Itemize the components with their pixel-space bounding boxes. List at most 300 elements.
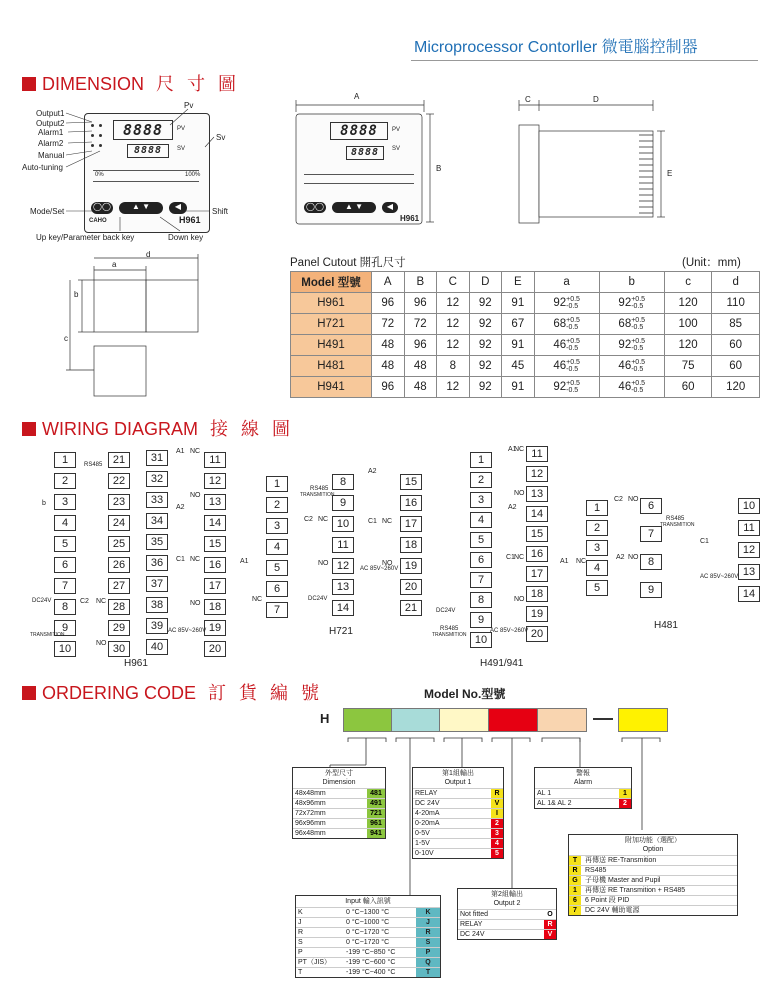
wiring-label-a2: A2 [508,504,517,511]
spec-cell-c: 120 [664,293,712,314]
terminal-3: 3 [54,494,76,510]
wiring-label-no: NO [318,560,329,567]
option-box-title-zh: 第1組輸出 [442,770,474,777]
option-box-title-zh: 附加功能（選配） [625,837,681,844]
input-code: K [416,908,440,917]
wiring-label-nc: NC [382,518,393,525]
terminal-18: 18 [400,537,422,553]
option-label: RS485 [585,867,607,874]
option-row [569,865,737,875]
spec-cell-B: 48 [404,377,437,398]
option-code: 721 [367,809,385,818]
label-alarm1: Alarm1 [38,128,64,137]
wiring-label-nc: NC [576,558,587,565]
input-type: J [298,919,302,926]
terminal-10: 10 [738,498,760,514]
wiring-label-no: NO [190,492,201,499]
input-range: -199 °C~850 °C [346,949,396,956]
terminal-29: 29 [108,620,130,636]
tolerance [566,296,580,310]
spec-cell-C: 12 [437,335,470,356]
scale-right: 100% [185,172,201,178]
terminal-7: 7 [54,578,76,594]
terminal-20: 20 [526,626,548,642]
wiring-diagram [0,440,756,675]
terminal-2: 2 [586,520,608,536]
option-code: 2 [619,799,631,808]
spec-cell-d: 85 [712,314,760,335]
input-row [296,967,440,977]
page-title: Microprocessor Contorller 微電腦控制器 [414,34,698,57]
panel-cutout-diagram [60,250,220,400]
terminal-10: 10 [54,641,76,657]
terminal-17: 17 [526,566,548,582]
tolerance [566,380,580,394]
terminal-11: 11 [204,452,226,468]
option-row [413,808,503,818]
option-box-title-en: Output 1 [444,779,472,786]
input-row [296,937,440,947]
wiring-label-a1: A1 [176,448,185,455]
terminal-13: 13 [204,494,226,510]
wiring-h491-label: H491/941 [480,658,524,669]
cutout-table-title: Panel Cutout 開孔尺寸 [290,257,406,269]
input-row [296,957,440,967]
terminal-4: 4 [586,560,608,576]
wiring-label-dc24v: DC24V [436,608,456,614]
up-down-keys[interactable]: ▲ ▼ [119,202,163,214]
terminal-10: 10 [332,516,354,532]
tolerance-plus: +0.5 [566,317,580,324]
spec-cell-E: 45 [502,356,535,377]
spec-cell-c: 75 [664,356,712,377]
option-label: AL 1& AL 2 [537,800,572,807]
label-up-key: Up key/Parameter back key [36,233,135,242]
wiring-label-rs485: RS485 [440,626,459,632]
front-model-label: H961 [400,214,420,223]
sv-display: 8888 [127,144,169,158]
wiring-label-no: NO [190,600,201,607]
wiring-label-transmition: TRANSMITION [432,632,467,638]
mode-set-key[interactable]: ◯◯ [91,202,113,214]
option-label: 0-10V [415,850,434,857]
terminal-21: 21 [400,600,422,616]
wiring-label-no: NO [96,640,107,647]
option-code: 961 [367,819,385,828]
wiring-label-c2: C2 [304,516,313,523]
terminal-39: 39 [146,618,168,634]
option-label: 48x48mm [295,790,326,797]
terminal-14: 14 [204,515,226,531]
tolerance [631,317,645,331]
option-code: 1 [619,789,631,798]
spec-cell-C: 8 [437,356,470,377]
terminal-23: 23 [108,494,130,510]
tolerance-plus: +0.5 [631,296,646,303]
input-type: K [298,909,303,916]
terminal-18: 18 [526,586,548,602]
dim-b-label: B [436,164,442,173]
spec-cell-D: 92 [469,356,502,377]
option-row [413,848,503,858]
option-row [293,798,385,808]
label-alarm2: Alarm2 [38,139,64,148]
spec-cell-A: 96 [372,293,405,314]
tolerance-minus: -0.5 [566,387,579,394]
spec-cell-D: 92 [469,293,502,314]
spec-value: 92 [553,297,567,310]
shift-key[interactable]: ◀ [169,202,187,214]
wiring-label-nc: NC [252,596,263,603]
terminal-13: 13 [526,486,548,502]
label-autotuning: Auto-tuning [22,163,63,172]
label-mode-set: Mode/Set [30,207,65,216]
spec-header-cell: a [534,272,599,293]
output2-option-box [457,888,557,940]
terminal-7: 7 [640,526,662,542]
spec-value: 46 [618,360,632,373]
wiring-label-a1: A1 [508,446,517,453]
terminal-11: 11 [332,537,354,553]
terminal-15: 15 [204,536,226,552]
terminal-20: 20 [204,641,226,657]
sv-tag: SV [177,146,186,152]
terminal-8: 8 [640,554,662,570]
wiring-label-c2: C2 [614,496,623,503]
spec-table-row [291,314,760,335]
spec-value: 46 [553,339,567,352]
side-view-dim [515,95,685,240]
option-row [458,929,556,939]
input-type: P [298,949,303,956]
spec-cell-d: 60 [712,335,760,356]
option-label: RELAY [415,790,438,797]
spec-cell-B: 96 [404,293,437,314]
spec-cell-a [534,335,599,356]
spec-model-cell: H961 [291,293,372,314]
option-code: V [544,930,556,939]
tolerance-minus: -0.5 [566,303,579,310]
terminal-16: 16 [204,557,226,573]
spec-value: 46 [553,360,567,373]
brand-logo: CAHO [89,218,107,224]
option-code: 6 [569,896,581,905]
wiring-h721-label: H721 [329,626,353,637]
model-label: H961 [179,215,201,225]
terminal-5: 5 [54,536,76,552]
terminal-4: 4 [54,515,76,531]
spec-header-cell: b [599,272,664,293]
option-row [293,788,385,798]
wiring-label-transmition: TRANSMITION [300,492,335,498]
input-row [296,917,440,927]
wiring-label-dc24v: DC24V [32,598,52,604]
spec-value: 68 [618,318,632,331]
spec-header-cell: D [469,272,502,293]
option-code: O [544,910,556,919]
option-code: G [569,876,581,885]
spec-cell-b [599,335,664,356]
option-code: 491 [367,799,385,808]
dim-a-label: A [354,92,360,101]
option-label: 再傳送 RE-Transmition [585,857,657,864]
extra-option-box [568,834,738,916]
front-sv-tag: SV [392,146,401,152]
option-row [458,909,556,919]
terminal-2: 2 [54,473,76,489]
wiring-label-c1: C1 [506,554,515,561]
spec-header-cell: Model 型號 [291,272,372,293]
option-label: 96x48mm [295,830,326,837]
terminal-13: 13 [332,579,354,595]
terminal-12: 12 [738,542,760,558]
wiring-label-c1: C1 [700,538,709,545]
terminal-9: 9 [470,612,492,628]
front-sv-display: 8888 [346,146,384,160]
spec-cell-A: 48 [372,356,405,377]
terminal-37: 37 [146,576,168,592]
wiring-label-no: NO [514,490,525,497]
option-code: 1 [569,886,581,895]
terminal-8: 8 [332,474,354,490]
spec-table-row [291,377,760,398]
spec-cell-b [599,293,664,314]
terminal-14: 14 [526,506,548,522]
option-box-title [458,889,556,909]
option-label: 0-5V [415,830,430,837]
label-output1: Output1 [36,109,65,118]
wiring-label-a2: A2 [368,468,377,475]
option-label: 再傳送 RE Transmition + RS485 [585,887,686,894]
tolerance-minus: -0.5 [631,345,644,352]
terminal-16: 16 [526,546,548,562]
dimension-section-title: DIMENSION 尺 寸 圖 [22,70,240,96]
spec-model-cell: H481 [291,356,372,377]
spec-table-body [291,293,760,398]
terminal-3: 3 [266,518,288,534]
terminal-33: 33 [146,492,168,508]
option-label: DC 24V [460,931,485,938]
option-box-title-en: Option [642,846,664,853]
option-row [413,828,503,838]
terminal-19: 19 [400,558,422,574]
option-row [569,875,737,885]
cutout-c-label: c [64,334,68,343]
terminal-10: 10 [470,632,492,648]
option-box-title [569,835,737,855]
model-prefix: H [320,711,330,726]
spec-cell-B: 96 [404,335,437,356]
input-code: R [416,928,440,937]
pv-tag: PV [177,126,186,132]
output1-option-box [412,767,504,859]
terminal-27: 27 [108,578,130,594]
option-label: AL 1 [537,790,552,797]
pv-display: 8888 [113,120,173,140]
input-code: T [416,968,440,977]
front-pv-tag: PV [392,127,401,133]
option-box-title [413,768,503,788]
tolerance-plus: +0.5 [566,380,580,387]
terminal-24: 24 [108,515,130,531]
option-row [293,828,385,838]
spec-cell-b [599,356,664,377]
spec-cell-a [534,377,599,398]
spec-value: 92 [618,339,632,352]
spec-cell-a [534,314,599,335]
cutout-b-label: b [74,290,79,299]
option-box-title [296,896,440,907]
option-row [458,919,556,929]
wiring-section-title: WIRING DIAGRAM 接 線 圖 [22,415,294,441]
input-type: S [298,939,303,946]
option-row [569,885,737,895]
label-pv: Pv [184,101,194,110]
spec-cell-b [599,377,664,398]
front-shift-key: ◀ [382,202,398,213]
spec-cell-E: 91 [502,377,535,398]
input-row [296,947,440,957]
option-row [413,838,503,848]
tolerance-plus: +0.5 [566,359,580,366]
ordering-section-title: ORDERING CODE 訂 貨 編 號 [22,679,323,705]
wiring-label-ac: AC 85V~260V [360,566,399,572]
terminal-11: 11 [738,520,760,536]
option-code: 2 [491,819,503,828]
wiring-h481-label: H481 [654,620,678,631]
terminal-21: 21 [108,452,130,468]
terminal-6: 6 [266,581,288,597]
wiring-label-c1: C1 [368,518,377,525]
terminal-5: 5 [470,532,492,548]
option-code: R [569,866,581,875]
spec-cell-D: 92 [469,377,502,398]
dim-d-label: D [593,95,599,104]
spec-model-cell: H491 [291,335,372,356]
code-field-alarm [537,708,587,732]
terminal-7: 7 [470,572,492,588]
terminal-17: 17 [400,516,422,532]
wiring-label-nc: NC [514,446,525,453]
terminal-30: 30 [108,641,130,657]
code-field-output1 [439,708,489,732]
option-code: 941 [367,829,385,838]
alarm-option-box [534,767,632,809]
spec-cell-b [599,314,664,335]
input-range: 0 °C~1300 °C [346,909,390,916]
spec-cell-C: 12 [437,377,470,398]
spec-cell-A: 96 [372,377,405,398]
option-label: 48x96mm [295,800,326,807]
spec-cell-D: 92 [469,335,502,356]
wiring-label-no: NO [628,554,639,561]
wiring-label-rs485: RS485 [84,462,103,468]
tolerance-plus: +0.5 [631,338,646,345]
spec-cell-A: 48 [372,335,405,356]
code-field-option [618,708,668,732]
spec-value: 92 [618,297,632,310]
terminal-9: 9 [54,620,76,636]
front-panel-diagram [0,95,260,255]
terminal-12: 12 [526,466,548,482]
spec-header-cell: A [372,272,405,293]
option-code: T [569,856,581,865]
wiring-label-ac: AC 85V~260V [168,628,207,634]
option-row [413,798,503,808]
tolerance [631,338,645,352]
spec-cell-a [534,293,599,314]
spec-cell-c: 60 [664,377,712,398]
terminal-7: 7 [266,602,288,618]
section-marker [22,422,36,436]
terminal-9: 9 [640,582,662,598]
option-label: 1-5V [415,840,430,847]
front-pv-display: 8888 [330,122,388,140]
wiring-h961-label: H961 [124,658,148,669]
wiring-label-transmition: TRANSMITION [30,632,65,638]
spec-value: 92 [553,381,567,394]
option-box-title-zh: Input 輸入訊號 [345,898,391,905]
cutout-a-label: a [112,260,117,269]
terminal-8: 8 [470,592,492,608]
terminal-32: 32 [146,471,168,487]
section-marker [22,686,36,700]
dim-c-label: C [525,95,531,104]
front-view-outline [290,90,460,240]
option-box-title [293,768,385,788]
terminal-12: 12 [204,473,226,489]
option-box-title-zh: 警報 [576,770,590,777]
spec-cell-C: 12 [437,293,470,314]
terminal-2: 2 [266,497,288,513]
tolerance-minus: -0.5 [631,366,644,373]
terminal-4: 4 [266,539,288,555]
input-row [296,907,440,917]
spec-header-cell: d [712,272,760,293]
tolerance [566,338,580,352]
option-label: Not fitted [460,911,489,918]
label-shift: Shift [212,207,229,216]
option-code: 4 [491,839,503,848]
wiring-label-b: b [42,500,46,507]
cutout-outline [60,250,220,400]
terminal-15: 15 [526,526,548,542]
wiring-label-no: NO [628,496,639,503]
tolerance-minus: -0.5 [566,345,579,352]
option-label: DC 24V 輔助電源 [585,907,640,914]
wiring-label-no: NO [382,560,393,567]
dimension-option-box [292,767,386,839]
callout-lines [0,95,260,255]
option-code: 481 [367,789,385,798]
tolerance-minus: -0.5 [566,324,579,331]
wiring-label-a1: A1 [240,558,249,565]
spec-model-cell: H721 [291,314,372,335]
spec-cell-C: 12 [437,314,470,335]
option-row [569,905,737,915]
input-range: -199 °C~600 °C [346,959,396,966]
wiring-label-nc: NC [190,556,201,563]
option-box-title-en: Alarm [573,779,593,786]
terminal-19: 19 [204,620,226,636]
wiring-label-dc24v: DC24V [308,596,328,602]
code-field-input [391,708,441,732]
option-label: 96x96mm [295,820,326,827]
label-output2: Output2 [36,119,65,128]
side-view-outline [515,95,685,240]
option-code: I [491,809,503,818]
input-type: R [298,929,304,936]
